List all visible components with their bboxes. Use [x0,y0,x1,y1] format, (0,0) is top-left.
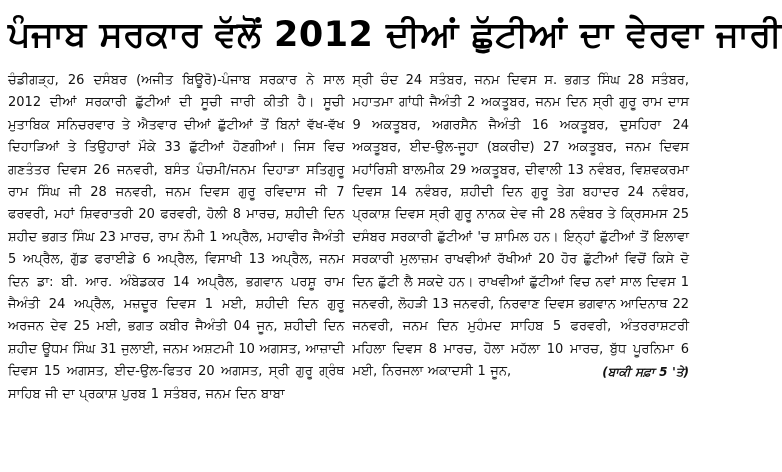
article-body [8,70,689,468]
headline: ਪੰਜਾਬ ਸਰਕਾਰ ਵੱਲੋਂ 2012 ਦੀਆਂ ਛੁੱਟੀਆਂ ਦਾ ਵੇਰਵਾ ਜਾਰੀ [8,15,782,55]
column-left [8,70,345,468]
paragraph-right-text: ਸ੍ਰੀ ਚੰਦ 24 ਸਤੰਬਰ, ਜਨਮ ਦਿਵਸ ਸ. ਭਗਤ ਸਿੰਘ 28 ਸਤੰਬਰ, ਮਹਾਤਮਾ ਗਾਂਧੀ ਜੈਅੰਤੀ 2 ਅਕਤੂਬਰ, ਜਨਮ ਦਿਨ ਸ੍ਰੀ ਗੁਰੂ ਰਾਮ ਦਾਸ 9 ਅਕਤੂਬਰ, ਅਗਰਸੈਨ ਜੈਅੰਤੀ 16 ਅਕਤੂਬਰ, ਦੁਸਹਿਰਾ 24 ਅਕਤੂਬਰ, ਈਦ-ਉਲ-ਜੂਹਾ (ਬਕਰੀਦ) 27 ਅਕਤੂਬਰ, ਜਨਮ ਦਿਵਸ ਮਹਾਂਰਿਸ਼ੀ ਬਾਲਮੀਕ 29 ਅਕਤੂਬਰ, ਦੀਵਾਲੀ 13 ਨਵੰਬਰ, ਵਿਸ਼ਵਕਰਮਾ ਦਿਵਸ 14 ਨਵੰਬਰ, ਸ਼ਹੀਦੀ ਦਿਨ ਗੁਰੂ ਤੇਗ ਬਹਾਦਰ 24 ਨਵੰਬਰ, ਪ੍ਰਕਾਸ਼ ਦਿਵਸ ਸ੍ਰੀ ਗੁਰੂ ਨਾਨਕ ਦੇਵ ਜੀ 28 ਨਵੰਬਰ ਤੇ ਕ੍ਰਿਸਮਸ 25 ਦਸੰਬਰ ਸਰਕਾਰੀ ਛੁੱਟੀਆਂ 'ਚ ਸ਼ਾਮਿਲ ਹਨ। ਇਨ੍ਹਾਂ ਛੁੱਟੀਆਂ ਤੋਂ ਇਲਾਵਾ ਸਰਕਾਰੀ ਮੁਲਾਜ਼ਮ ਰਾਖਵੀਆਂ ਰੱਖੀਆਂ 20 ਹੋਰ ਛੁੱਟੀਆਂ ਵਿਚੋਂ ਕਿਸੇ ਦੋ ਦਿਨ ਛੁੱਟੀ ਲੈ ਸਕਦੇ ਹਨ। ਰਾਖਵੀਆਂ ਛੁੱਟੀਆਂ ਵਿਚ ਨਵਾਂ ਸਾਲ ਦਿਵਸ 1 ਜਨਵਰੀ, ਲੋਹੜੀ 13 ਜਨਵਰੀ, ਨਿਰਵਾਣ ਦਿਵਸ ਭਗਵਾਨ ਆਦਿਨਾਥ 22 ਜਨਵਰੀ, ਜਨਮ ਦਿਨ ਮੁਹੰਮਦ ਸਾਹਿਬ 5 ਫਰਵਰੀ, ਅੰਤਰਰਾਸ਼ਟਰੀ ਮਹਿਲਾ ਦਿਵਸ 8 ਮਾਰਚ, ਹੋਲਾ ਮਹੱਲਾ 10 ਮਾਰਚ, ਬੁੱਧ ਪੂਰਨਿਮਾ 6 ਮਈ, ਨਿਰਜਲਾ ਅਕਾਦਸੀ 1 ਜੂਨ, [352,73,689,380]
paragraph-right [353,70,690,384]
column-right [353,70,690,468]
paragraph-left: ਚੰਡੀਗੜ੍ਹ, 26 ਦਸੰਬਰ (ਅਜੀਤ ਬਿਊਰੋ)-ਪੰਜਾਬ ਸਰਕਾਰ ਨੇ ਸਾਲ 2012 ਦੀਆਂ ਸਰਕਾਰੀ ਛੁੱਟੀਆਂ ਦੀ ਸੂਚੀ ਜਾਰੀ ਕੀਤੀ ਹੈ। ਸੂਚੀ ਮੁਤਾਬਿਕ ਸਨਿਚਰਵਾਰ ਤੇ ਐਤਵਾਰ ਦੀਆਂ ਛੁੱਟੀਆਂ ਤੋਂ ਬਿਨਾਂ ਵੱਖ-ਵੱਖ ਦਿਹਾੜਿਆਂ ਤੇ ਤਿਉਹਾਰਾਂ ਮੌਕੇ 33 ਛੁੱਟੀਆਂ ਹੋਣਗੀਆਂ। ਜਿਸ ਵਿਚ ਗਣਤੰਤਰ ਦਿਵਸ 26 ਜਨਵਰੀ, ਬਸੰਤ ਪੰਚਮੀ/ਜਨਮ ਦਿਹਾੜਾ ਸਤਿਗੁਰੂ ਰਾਮ ਸਿੰਘ ਜੀ 28 ਜਨਵਰੀ, ਜਨਮ ਦਿਵਸ ਗੁਰੂ ਰਵਿਦਾਸ ਜੀ 7 ਫਰਵਰੀ, ਮਹਾਂ ਸ਼ਿਵਰਾਤਰੀ 20 ਫਰਵਰੀ, ਹੋਲੀ 8 ਮਾਰਚ, ਸ਼ਹੀਦੀ ਦਿਨ ਸ਼ਹੀਦ ਭਗਤ ਸਿੰਘ 23 ਮਾਰਚ, ਰਾਮ ਨੌਮੀ 1 ਅਪ੍ਰੈਲ, ਮਹਾਵੀਰ ਜੈਅੰਤੀ 5 ਅਪ੍ਰੈਲ, ਗੁੱਡ ਫਰਾਈਡੇ 6 ਅਪ੍ਰੈਲ, ਵਿਸਾਖੀ 13 ਅਪ੍ਰੈਲ, ਜਨਮ ਦਿਨ ਡਾ: ਬੀ. ਆਰ. ਅੰਬੇਡਕਰ 14 ਅਪ੍ਰੈਲ, ਭਗਵਾਨ ਪਰਸ਼ੂ ਰਾਮ ਜੈਅੰਤੀ 24 ਅਪ੍ਰੈਲ, ਮਜ਼ਦੂਰ ਦਿਵਸ 1 ਮਈ, ਸ਼ਹੀਦੀ ਦਿਨ ਗੁਰੂ ਅਰਜਨ ਦੇਵ 25 ਮਈ, ਭਗਤ ਕਬੀਰ ਜੈਅੰਤੀ 04 ਜੂਨ, ਸ਼ਹੀਦੀ ਦਿਨ ਸ਼ਹੀਦ ਊਧਮ ਸਿੰਘ 31 ਜੁਲਾਈ, ਜਨਮ ਅਸ਼ਟਮੀ 10 ਅਗਸਤ, ਆਜ਼ਾਦੀ ਦਿਵਸ 15 ਅਗਸਤ, ਈਦ-ਉਲ-ਫਿਤਰ 20 ਅਗਸਤ, ਸ੍ਰੀ ਗੁਰੂ ਗ੍ਰੰਥ ਸਾਹਿਬ ਜੀ ਦਾ ਪ੍ਰਕਾਸ਼ ਪੁਰਬ 1 ਸਤੰਬਰ, ਜਨਮ ਦਿਨ ਬਾਬਾ [8,73,345,402]
continued-note[interactable]: (ਬਾਕੀ ਸਫ਼ਾ 5 'ਤੇ) [602,365,689,380]
